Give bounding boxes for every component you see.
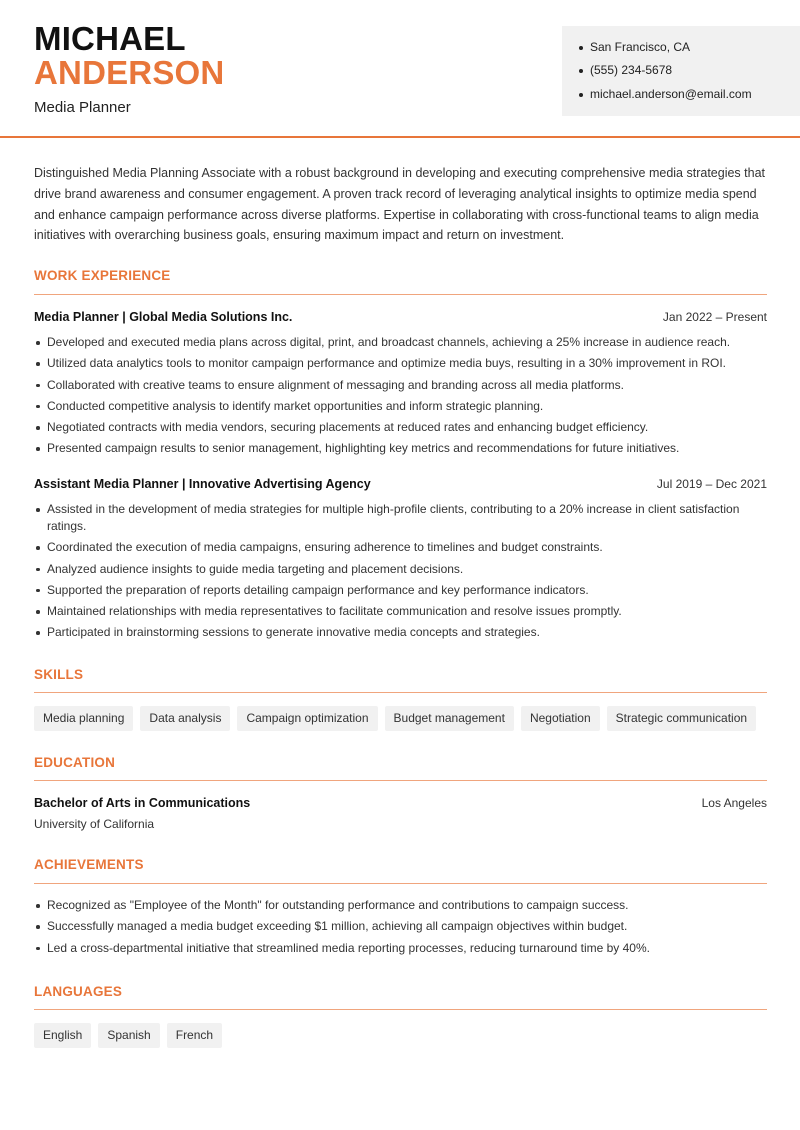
skill-chip: Media planning xyxy=(34,706,133,731)
education-location: Los Angeles xyxy=(701,796,767,810)
first-name: MICHAEL xyxy=(34,20,186,57)
section-title-skills: SKILLS xyxy=(34,667,84,682)
languages-list xyxy=(34,1023,222,1048)
list-item: Conducted competitive analysis to identify market opportunities and inform strategic planning. xyxy=(34,398,767,415)
list-item: Negotiated contracts with media vendors, securing placements at reduced rates and enhancing budget efficiency. xyxy=(34,419,767,436)
skill-chip: Campaign optimization xyxy=(237,706,377,731)
education-degree: Bachelor of Arts in Communications xyxy=(34,796,251,810)
list-item: Recognized as "Employee of the Month" for outstanding performance and contributions to campaign success. xyxy=(34,897,767,914)
contact-email: michael.anderson@email.com xyxy=(590,87,752,101)
language-chip: English xyxy=(34,1023,91,1048)
job-role: Media Planner xyxy=(34,99,131,116)
list-item: Collaborated with creative teams to ensure alignment of messaging and branding across all media platforms. xyxy=(34,377,767,394)
contact-location: San Francisco, CA xyxy=(590,40,691,54)
list-item: Presented campaign results to senior management, highlighting key metrics and recommendations for future initiatives. xyxy=(34,440,767,457)
section-title-achievements: ACHIEVEMENTS xyxy=(34,857,144,872)
section-title-education: EDUCATION xyxy=(34,755,116,770)
job-dates-2: Jul 2019 – Dec 2021 xyxy=(656,477,767,491)
contact-phone: (555) 234-5678 xyxy=(590,63,673,77)
full-name xyxy=(34,22,224,90)
summary-paragraph: Distinguished Media Planning Associate with a robust background in developing and executing comprehensive media strategies that drive brand awareness and consumer engagement. A proven track record of leveraging analytical insights to optimize media spend and enhance campaign performance across diverse platforms. Expertise in collaborating with cross-functional teams to align media initiatives with overarching business goals, ensuring maximum impact and return on investment. xyxy=(34,166,765,243)
language-chip: Spanish xyxy=(98,1023,159,1048)
achievements-list xyxy=(34,897,767,961)
contact-box xyxy=(562,26,800,116)
skill-chip: Budget management xyxy=(385,706,514,731)
section-divider xyxy=(34,780,767,781)
job-bullets-1 xyxy=(34,334,767,462)
language-chip: French xyxy=(167,1023,222,1048)
section-divider xyxy=(34,294,767,295)
last-name: ANDERSON xyxy=(34,54,225,91)
list-item: Successfully managed a media budget exceeding $1 million, achieving all campaign objectives within budget. xyxy=(34,918,767,935)
skill-chip: Strategic communication xyxy=(607,706,756,731)
section-divider xyxy=(34,692,767,693)
list-item: Supported the preparation of reports detailing campaign performance and key performance indicators. xyxy=(34,582,767,599)
list-item: Utilized data analytics tools to monitor campaign performance and optimize media buys, resulting in a 30% improvement in ROI. xyxy=(34,355,767,372)
list-item: Participated in brainstorming sessions to generate innovative media concepts and strategies. xyxy=(34,624,767,641)
job-bullets-2 xyxy=(34,501,767,646)
job-title-2: Assistant Media Planner | Innovative Advertising Agency xyxy=(34,477,371,491)
section-divider xyxy=(34,883,767,884)
section-divider xyxy=(34,1009,767,1010)
skill-chip: Data analysis xyxy=(140,706,230,731)
list-item: Assisted in the development of media strategies for multiple high-profile clients, contributing to a 20% increase in client satisfaction ratings. xyxy=(34,501,767,535)
list-item: Coordinated the execution of media campaigns, ensuring adherence to timelines and budget constraints. xyxy=(34,539,767,556)
list-item: Analyzed audience insights to guide media targeting and placement decisions. xyxy=(34,561,767,578)
list-item: Led a cross-departmental initiative that streamlined media reporting processes, reducing turnaround time by 40%. xyxy=(34,940,767,957)
skills-list xyxy=(34,706,756,731)
skill-chip: Negotiation xyxy=(521,706,600,731)
resume-header xyxy=(0,0,800,138)
list-item: Developed and executed media plans across digital, print, and broadcast channels, achieving a 25% increase in audience reach. xyxy=(34,334,767,351)
list-item: Maintained relationships with media representatives to facilitate communication and resolve issues promptly. xyxy=(34,603,767,620)
job-title-1: Media Planner | Global Media Solutions Inc. xyxy=(34,310,293,324)
education-school: University of California xyxy=(34,817,155,831)
section-title-languages: LANGUAGES xyxy=(34,984,123,999)
job-dates-1: Jan 2022 – Present xyxy=(662,310,767,324)
section-title-work: WORK EXPERIENCE xyxy=(34,268,171,283)
